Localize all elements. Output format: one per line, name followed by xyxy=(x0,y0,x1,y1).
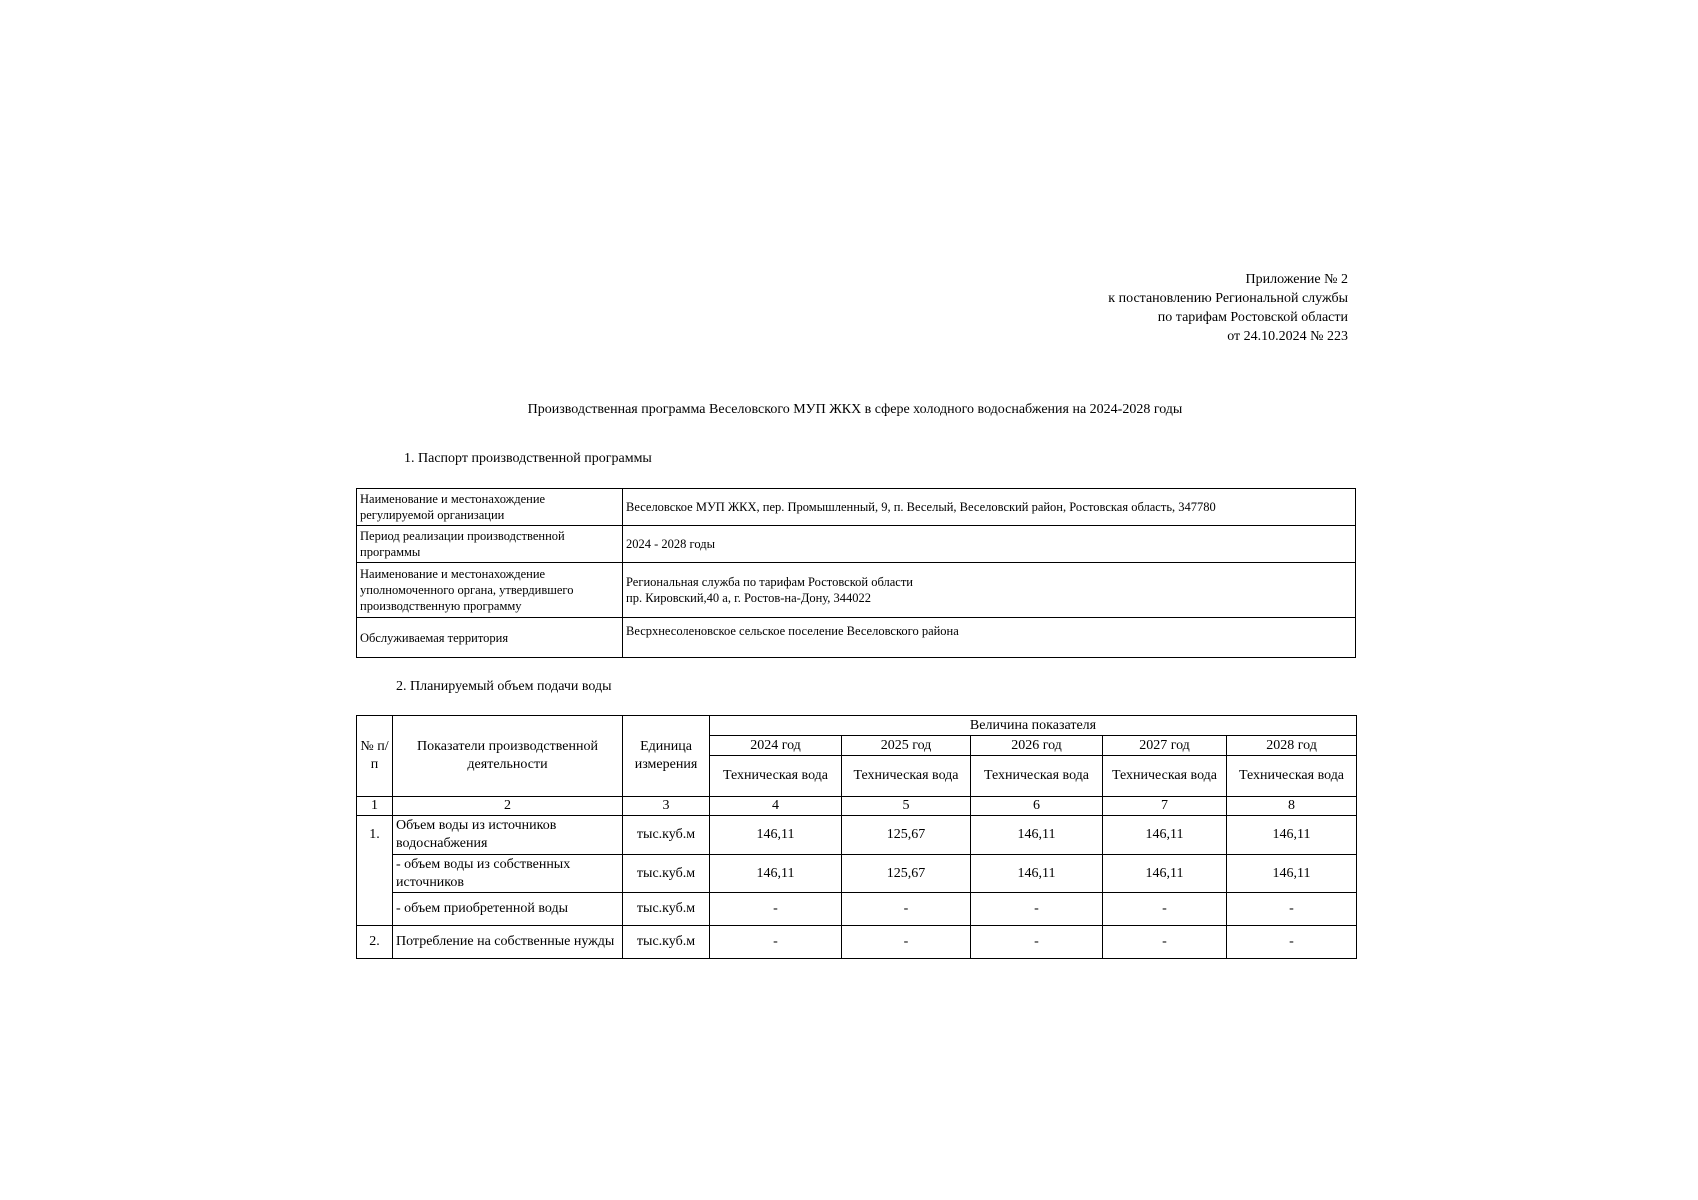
column-number: 5 xyxy=(842,797,971,816)
column-number: 7 xyxy=(1103,797,1227,816)
column-number: 3 xyxy=(623,797,710,816)
row-value: - xyxy=(1227,893,1357,926)
appendix-header xyxy=(1108,270,1348,346)
row-name: - объем приобретенной воды xyxy=(393,893,623,926)
row-value: - xyxy=(971,893,1103,926)
row-name: Объем воды из источников водоснабжения xyxy=(393,816,623,855)
header-unit: Единица измерения xyxy=(623,716,710,797)
row-value: 146,11 xyxy=(710,816,842,855)
passport-label: Наименование и местонахождение регулируемой организации xyxy=(357,489,623,526)
row-unit: тыс.куб.м xyxy=(623,893,710,926)
row-value: - xyxy=(971,926,1103,959)
row-num: 2. xyxy=(357,926,393,959)
passport-value: 2024 - 2028 годы xyxy=(623,526,1356,563)
row-value: 146,11 xyxy=(971,855,1103,893)
header-water-type: Техническая вода xyxy=(1103,756,1227,797)
row-value: - xyxy=(842,893,971,926)
header-year: 2028 год xyxy=(1227,736,1357,756)
header-num: № п/п xyxy=(357,716,393,797)
table-row xyxy=(357,618,1356,658)
row-unit: тыс.куб.м xyxy=(623,926,710,959)
table-row xyxy=(357,526,1356,563)
header-value: Величина показателя xyxy=(710,716,1357,736)
header-water-type: Техническая вода xyxy=(710,756,842,797)
header-year: 2026 год xyxy=(971,736,1103,756)
passport-table xyxy=(356,488,1356,658)
passport-value: Веселовское МУП ЖКХ, пер. Промышленный, 9, п. Веселый, Веселовский район, Ростовская область, 347780 xyxy=(623,489,1356,526)
table-row xyxy=(357,855,1357,893)
row-num xyxy=(357,855,393,893)
table-row xyxy=(357,893,1357,926)
table-row xyxy=(357,716,1357,736)
header-indicator: Показатели производственной деятельности xyxy=(393,716,623,797)
row-value: - xyxy=(842,926,971,959)
appendix-resolution: к постановлению Региональной службы xyxy=(1108,291,1348,306)
row-name: - объем воды из собственных источников xyxy=(393,855,623,893)
row-num xyxy=(357,893,393,926)
passport-label: Обслуживаемая территория xyxy=(357,618,623,658)
row-value: - xyxy=(710,893,842,926)
row-value: 146,11 xyxy=(1103,816,1227,855)
column-number: 8 xyxy=(1227,797,1357,816)
passport-value-line: Региональная служба по тарифам Ростовской области xyxy=(626,575,913,589)
document-title: Производственная программа Веселовского МУП ЖКХ в сфере холодного водоснабжения на 2024-2028 годы xyxy=(527,402,1183,417)
section-2-title: 2. Планируемый объем подачи воды xyxy=(396,679,612,694)
row-name: Потребление на собственные нужды xyxy=(393,926,623,959)
appendix-number: Приложение № 2 xyxy=(1245,272,1348,287)
header-water-type: Техническая вода xyxy=(842,756,971,797)
passport-label: Период реализации производственной программы xyxy=(357,526,623,563)
column-number: 6 xyxy=(971,797,1103,816)
column-number: 2 xyxy=(393,797,623,816)
row-value: 146,11 xyxy=(1227,855,1357,893)
row-value: 146,11 xyxy=(971,816,1103,855)
table-row xyxy=(357,926,1357,959)
row-num: 1. xyxy=(357,816,393,855)
row-value: 146,11 xyxy=(1103,855,1227,893)
row-value: - xyxy=(710,926,842,959)
appendix-date: от 24.10.2024 № 223 xyxy=(1227,329,1348,344)
row-value: 125,67 xyxy=(842,855,971,893)
passport-value-line: пр. Кировский,40 а, г. Ростов-на-Дону, 344022 xyxy=(626,591,872,605)
column-number: 1 xyxy=(357,797,393,816)
table-row xyxy=(357,797,1357,816)
row-value: - xyxy=(1227,926,1357,959)
row-value: - xyxy=(1103,893,1227,926)
row-value: 146,11 xyxy=(710,855,842,893)
passport-value: Весрхнесоленовское сельское поселение Веселовского района xyxy=(623,618,1356,658)
section-1-title: 1. Паспорт производственной программы xyxy=(404,451,652,466)
row-value: 146,11 xyxy=(1227,816,1357,855)
table-row xyxy=(357,816,1357,855)
column-number: 4 xyxy=(710,797,842,816)
header-year: 2024 год xyxy=(710,736,842,756)
header-water-type: Техническая вода xyxy=(1227,756,1357,797)
header-year: 2025 год xyxy=(842,736,971,756)
row-value: - xyxy=(1103,926,1227,959)
volume-table xyxy=(356,715,1357,959)
header-year: 2027 год xyxy=(1103,736,1227,756)
row-unit: тыс.куб.м xyxy=(623,855,710,893)
appendix-authority: по тарифам Ростовской области xyxy=(1157,310,1348,325)
passport-value xyxy=(623,563,1356,618)
table-row xyxy=(357,489,1356,526)
row-unit: тыс.куб.м xyxy=(623,816,710,855)
row-value: 125,67 xyxy=(842,816,971,855)
passport-label: Наименование и местонахождение уполномоченного органа, утвердившего производственную программу xyxy=(357,563,623,618)
table-row xyxy=(357,563,1356,618)
header-water-type: Техническая вода xyxy=(971,756,1103,797)
